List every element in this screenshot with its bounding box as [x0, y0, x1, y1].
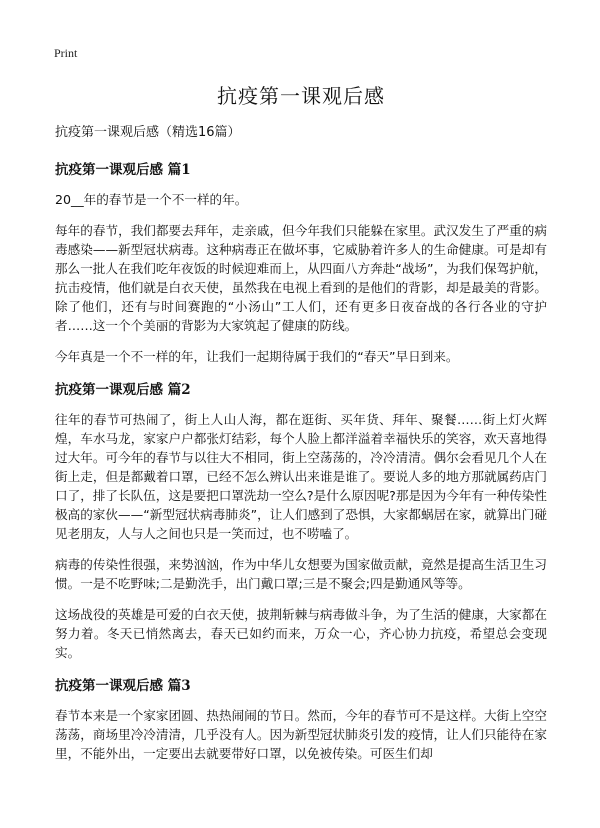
paragraph: 今年真是一个不一样的年，让我们一起期待属于我们的“春天”早日到来。	[55, 349, 459, 364]
paragraph: 每年的春节，我们都要去拜年，走亲戚，但今年我们只能躲在家里。武汉发生了严重的病毒感染——新型冠状病毒。这种病毒正在做坏事，它威胁着许多人的生命健康。可是却有那么一批人在我们吃年夜饭的时候迎难而上，从四面八方奔赴“战场”，为我们保驾护航，抗击疫情，他们就是白衣天使，虽然我在电视上看到的是他们的背影，却是最美的背影。除了他们，还有与时间赛跑的“小汤山”工人们，还有更多日夜奋战的各行各业的守护者……这一个个美丽的背影为大家筑起了健康的防线。	[55, 223, 547, 333]
page-title: 抗疫第一课观后感	[217, 84, 385, 108]
document-body	[55, 80, 547, 775]
section-3	[55, 674, 547, 763]
section-heading: 抗疫第一课观后感 篇2	[55, 382, 191, 398]
paragraph: 20__年的春节是一个不一样的年。	[55, 192, 248, 207]
paragraph: 春节本来是一个家家团圆、热热闹闹的节日。然而，今年的春节可不是这样。大街上空空荡荡，商场里冷冷清清，几乎没有人。因为新型冠状肺炎引发的疫情，让人们只能待在家里，不能外出，一定要出去就要带好口罩，以免被传染。可医生们却	[55, 708, 547, 761]
document-subtitle: 抗疫第一课观后感（精选16篇）	[55, 125, 241, 140]
paragraph: 往年的春节可热闹了，街上人山人海，都在逛街、买年货、拜年、聚餐……街上灯火辉煌，车水马龙，家家户户都张灯结彩，每个人脸上都洋溢着幸福快乐的笑容，欢天喜地得过大年。可今年的春节与以往大不相同，街上空荡荡的，冷冷清清。偶尔会看见几个人在街上走，但是都戴着口罩，已经不怎么辨认出来谁是谁了。要说人多的地方那就属药店门口了，排了长队伍，这是要把口罩洗劫一空么?是什么原因呢?那是因为今年有一种传染性极高的家伙——“新型冠状病毒肺炎”，让人们感到了恐惧，大家都蜗居在家，就算出门碰见老朋友，人与人之间也只是一笑而过，也不唠嗑了。	[55, 412, 547, 541]
section-2	[55, 378, 547, 662]
print-link[interactable]: Print	[54, 46, 78, 60]
section-heading: 抗疫第一课观后感 篇3	[55, 678, 191, 694]
paragraph: 这场战役的英雄是可爱的白衣天使，披荆斩棘与病毒做斗争，为了生活的健康，大家都在努力着。冬天已悄然离去，春天已如约而来，万众一心，齐心协力抗疫，希望总会变现实。	[55, 607, 547, 660]
section-1	[55, 158, 547, 366]
paragraph: 病毒的传染性很强，来势汹汹，作为中华儿女想要为国家做贡献，竟然是提高生活卫生习惯。一是不吃野味;二是勤洗手，出门戴口罩;三是不聚会;四是勤通风等等。	[55, 557, 547, 591]
section-heading: 抗疫第一课观后感 篇1	[55, 162, 191, 178]
